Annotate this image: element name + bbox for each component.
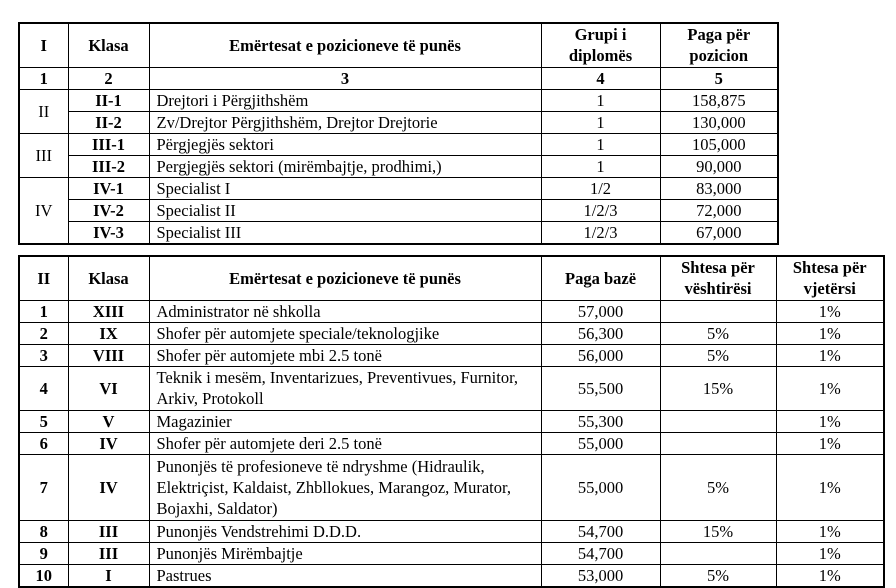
col-number: 3 <box>149 67 541 89</box>
header-klasa: Klasa <box>68 256 149 300</box>
klasa-cell: II-1 <box>68 89 149 111</box>
klasa-cell: IV-3 <box>68 221 149 244</box>
seniority-cell: 1% <box>776 366 884 410</box>
table-row <box>19 520 884 542</box>
salary-table-positions <box>18 22 779 245</box>
diploma-group-cell: 1/2/3 <box>541 221 660 244</box>
group-label: III <box>19 133 68 177</box>
klasa-cell: V <box>68 410 149 432</box>
salary-cell: 67,000 <box>660 221 778 244</box>
klasa-cell: I <box>68 564 149 587</box>
base-pay-cell: 54,700 <box>541 542 660 564</box>
table-row <box>19 542 884 564</box>
group-label: II <box>19 89 68 133</box>
table-row <box>19 366 884 410</box>
salary-cell: 90,000 <box>660 155 778 177</box>
position-cell: Zv/Drejtor Përgjithshëm, Drejtor Drejtorie <box>149 111 541 133</box>
klasa-cell: III-1 <box>68 133 149 155</box>
header-klasa: Klasa <box>68 23 149 67</box>
seniority-cell: 1% <box>776 454 884 520</box>
base-pay-cell: 57,000 <box>541 300 660 322</box>
position-cell: Specialist III <box>149 221 541 244</box>
seniority-cell: 1% <box>776 322 884 344</box>
position-cell: Shofer për automjete speciale/teknologjike <box>149 322 541 344</box>
diploma-group-cell: 1/2 <box>541 177 660 199</box>
difficulty-cell <box>660 410 776 432</box>
header-pay-per-position: Paga për pozicion <box>660 23 778 67</box>
position-cell: Specialist II <box>149 199 541 221</box>
base-pay-cell: 55,000 <box>541 454 660 520</box>
table-row <box>19 454 884 520</box>
salary-cell: 105,000 <box>660 133 778 155</box>
base-pay-cell: 53,000 <box>541 564 660 587</box>
row-number: 2 <box>19 322 68 344</box>
difficulty-cell <box>660 300 776 322</box>
salary-cell: 72,000 <box>660 199 778 221</box>
table-row <box>19 564 884 587</box>
klasa-cell: III <box>68 520 149 542</box>
klasa-cell: II-2 <box>68 111 149 133</box>
header-diploma-group: Grupi i diplomës <box>541 23 660 67</box>
position-cell: Shofer për automjete deri 2.5 tonë <box>149 432 541 454</box>
row-number: 3 <box>19 344 68 366</box>
table-row <box>19 89 778 111</box>
row-number: 4 <box>19 366 68 410</box>
header-section-number: I <box>19 23 68 67</box>
klasa-cell: III-2 <box>68 155 149 177</box>
table-row <box>19 410 884 432</box>
diploma-group-cell: 1/2/3 <box>541 199 660 221</box>
klasa-cell: III <box>68 542 149 564</box>
header-difficulty-bonus: Shtesa për vështirësi <box>660 256 776 300</box>
row-number: 1 <box>19 300 68 322</box>
table-row <box>19 133 778 155</box>
position-cell: Punonjës Vendstrehimi D.D.D. <box>149 520 541 542</box>
position-cell: Teknik i mesëm, Inventarizues, Preventivues, Furnitor, Arkiv, Protokoll <box>149 366 541 410</box>
group-label: IV <box>19 177 68 244</box>
header-position-names: Emërtesat e pozicioneve të punës <box>149 23 541 67</box>
difficulty-cell: 5% <box>660 454 776 520</box>
salary-cell: 130,000 <box>660 111 778 133</box>
position-cell: Shofer për automjete mbi 2.5 tonë <box>149 344 541 366</box>
row-number: 8 <box>19 520 68 542</box>
difficulty-cell: 5% <box>660 322 776 344</box>
position-cell: Drejtori i Përgjithshëm <box>149 89 541 111</box>
table-row <box>19 111 778 133</box>
difficulty-cell: 15% <box>660 520 776 542</box>
col-number: 5 <box>660 67 778 89</box>
table-row <box>19 199 778 221</box>
seniority-cell: 1% <box>776 432 884 454</box>
base-pay-cell: 54,700 <box>541 520 660 542</box>
salary-cell: 83,000 <box>660 177 778 199</box>
seniority-cell: 1% <box>776 564 884 587</box>
header-seniority-bonus: Shtesa për vjetërsi <box>776 256 884 300</box>
row-number: 10 <box>19 564 68 587</box>
klasa-cell: VIII <box>68 344 149 366</box>
position-cell: Pergjegjës sektori (mirëmbajtje, prodhimi,) <box>149 155 541 177</box>
table2-header-row <box>19 256 884 300</box>
klasa-cell: IV-1 <box>68 177 149 199</box>
header-position-names: Emërtesat e pozicioneve të punës <box>149 256 541 300</box>
base-pay-cell: 55,500 <box>541 366 660 410</box>
position-cell: Pastrues <box>149 564 541 587</box>
position-cell: Specialist I <box>149 177 541 199</box>
position-cell: Magazinier <box>149 410 541 432</box>
difficulty-cell <box>660 432 776 454</box>
difficulty-cell: 5% <box>660 344 776 366</box>
col-number: 4 <box>541 67 660 89</box>
klasa-cell: VI <box>68 366 149 410</box>
difficulty-cell: 15% <box>660 366 776 410</box>
diploma-group-cell: 1 <box>541 133 660 155</box>
col-number: 1 <box>19 67 68 89</box>
table-row <box>19 322 884 344</box>
salary-cell: 158,875 <box>660 89 778 111</box>
seniority-cell: 1% <box>776 542 884 564</box>
table1-colnumber-row <box>19 67 778 89</box>
col-number: 2 <box>68 67 149 89</box>
table-row <box>19 344 884 366</box>
row-number: 7 <box>19 454 68 520</box>
klasa-cell: IV-2 <box>68 199 149 221</box>
row-number: 9 <box>19 542 68 564</box>
salary-table-workers <box>18 255 885 588</box>
table1-header-row <box>19 23 778 67</box>
base-pay-cell: 55,300 <box>541 410 660 432</box>
position-cell: Përgjegjës sektori <box>149 133 541 155</box>
diploma-group-cell: 1 <box>541 89 660 111</box>
base-pay-cell: 55,000 <box>541 432 660 454</box>
table-row <box>19 155 778 177</box>
table-row <box>19 432 884 454</box>
base-pay-cell: 56,300 <box>541 322 660 344</box>
table-row <box>19 221 778 244</box>
position-cell: Punonjës të profesioneve të ndryshme (Hidraulik, Elektriçist, Kaldaist, Zhbllokues, Marangoz, Murator, Bojaxhi, Saldator) <box>149 454 541 520</box>
position-cell: Punonjës Mirëmbajtje <box>149 542 541 564</box>
table-row <box>19 177 778 199</box>
header-section-number: II <box>19 256 68 300</box>
klasa-cell: IX <box>68 322 149 344</box>
seniority-cell: 1% <box>776 344 884 366</box>
klasa-cell: XIII <box>68 300 149 322</box>
diploma-group-cell: 1 <box>541 111 660 133</box>
row-number: 6 <box>19 432 68 454</box>
difficulty-cell: 5% <box>660 564 776 587</box>
klasa-cell: IV <box>68 454 149 520</box>
klasa-cell: IV <box>68 432 149 454</box>
diploma-group-cell: 1 <box>541 155 660 177</box>
seniority-cell: 1% <box>776 410 884 432</box>
base-pay-cell: 56,000 <box>541 344 660 366</box>
seniority-cell: 1% <box>776 520 884 542</box>
row-number: 5 <box>19 410 68 432</box>
table-row <box>19 300 884 322</box>
difficulty-cell <box>660 542 776 564</box>
header-base-pay: Paga bazë <box>541 256 660 300</box>
seniority-cell: 1% <box>776 300 884 322</box>
position-cell: Administrator në shkolla <box>149 300 541 322</box>
